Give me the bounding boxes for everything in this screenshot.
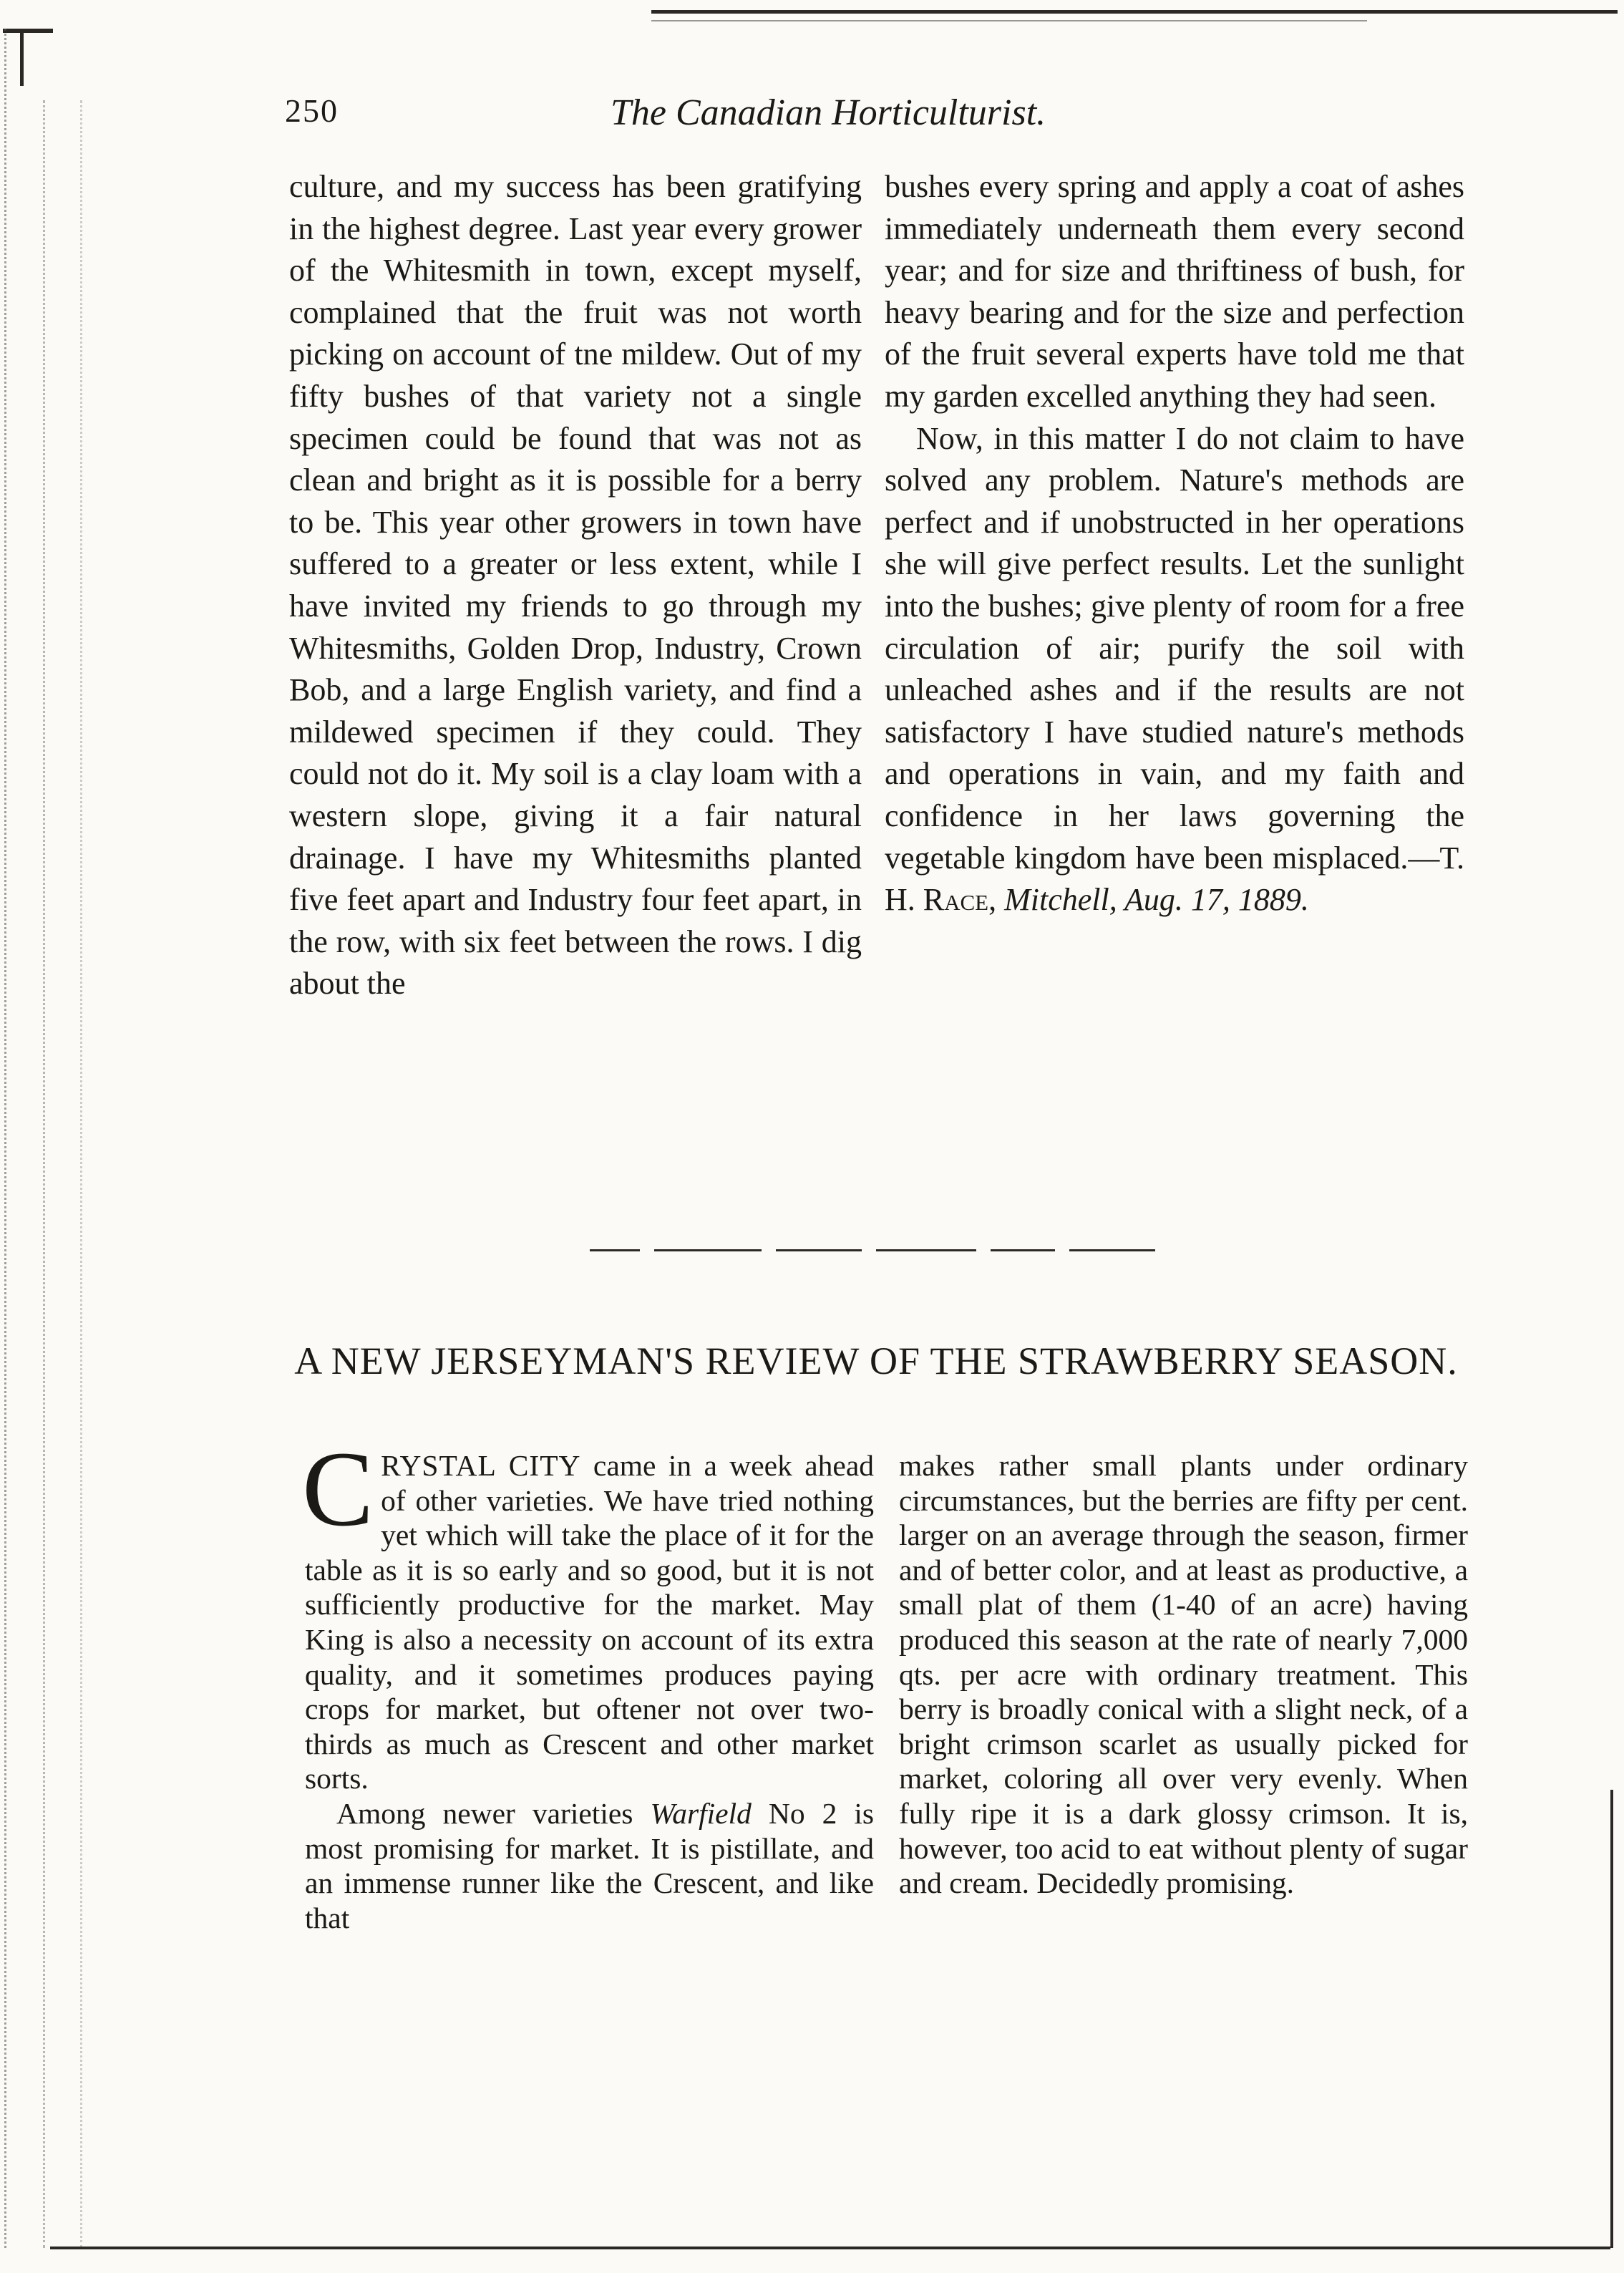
article-paragraph (302, 1430, 874, 1796)
article-paragraph-text: Among newer varieties (336, 1796, 651, 1830)
article-paragraph (305, 1796, 874, 1935)
article-paragraph-text: came in a week ahead of other varieties. We have tried nothing yet which will take the place of it for the table as it is so early and so good, but it is not sufficiently productive for the market. May King is also a necessity on account of its extra quality, and it sometimes produces paying crops for market, but oftener not over two-thirds as much as Crescent and other market sorts. (305, 1449, 874, 1795)
closing-paragraph-text: Now, in this matter I do not claim to have solved any problem. Nature's methods are perfect and if unobstructed in her operations she will give perfect results. Let the sunlight into the bushes; give plenty of room for a free circulation of air; purify the soil with unleached ashes and if the results are not satisfactory I have studied nature's methods and operations in vain, and my faith and confidence in her laws governing the vegetable kingdom have been misplaced.— (885, 420, 1464, 876)
closing-paragraph (885, 418, 1464, 921)
top-border-rule-thin (651, 20, 1367, 21)
scan-edge-artifact (4, 29, 9, 2248)
article-title: A NEW JERSEYMAN'S REVIEW OF THE STRAWBERRY SEASON. (294, 1339, 1458, 1382)
continued-article-left-column (289, 166, 862, 1005)
bottom-border-rule (50, 2247, 1610, 2249)
journal-title: The Canadian Horticulturist. (611, 92, 1046, 133)
article-paragraph-text: No 2 is most promising for market. It is pistillate, and an immense runner like the Crescent, and like that (305, 1796, 874, 1934)
variety-name: Warfield (650, 1796, 752, 1830)
article-right-column (899, 1448, 1468, 1901)
scan-edge-artifact (43, 100, 48, 2248)
lead-caps: RYSTAL CITY (381, 1449, 581, 1482)
article-left-column (302, 1430, 874, 1935)
drop-cap: C (302, 1430, 374, 1549)
section-divider (590, 1244, 1155, 1258)
continued-article-right-column (885, 166, 1464, 921)
continued-paragraph: culture, and my success has been gratifying in the highest degree. Last year every grower of the Whitesmith in town, except myself, complained that the fruit was not worth picking on account of tne mildew. Out of my fifty bushes of that variety not a single specimen could be found that was not as clean and bright as it is possible for a berry to be. This year other growers in town have suffered to a greater or less extent, while I have invited my friends to go through my Whitesmiths, Golden Drop, Industry, Crown Bob, and a large English variety, and find a mildewed specimen if they could. They could not do it. My soil is a clay loam with a western slope, giving it a fair natural drainage. I have my Whitesmiths planted five feet apart and Industry four feet apart, in the row, with six feet between the rows. I dig about the (289, 169, 862, 1002)
page-number: 250 (285, 92, 339, 129)
right-border-rule (1610, 1790, 1613, 2248)
scan-corner-mark-vertical (20, 29, 24, 86)
scan-edge-artifact (80, 100, 85, 2248)
continued-paragraph: bushes every spring and apply a coat of ashes immediately underneath them every second year; and for size and thriftiness of bush, for heavy bearing and for the size and perfection of the fruit several experts have told me that my garden excelled anything they had seen. (885, 169, 1464, 414)
article-paragraph: makes rather small plants under ordinary circumstances, but the berries are fifty per cent. larger on an average through the season, firmer and of better color, and at least as productive, a small plat of them (1-40 of an acre) having produced this season at the rate of nearly 7,000 qts. per acre with ordinary treatment. This berry is broadly conical with a slight neck, of a bright crimson scarlet as usually picked for market, coloring all over very evenly. When fully ripe it is a dark glossy crimson. It is, however, too acid to eat without plenty of sugar and cream. Decidedly promising. (899, 1449, 1468, 1900)
signature-place-date: Mitchell, Aug. 17, 1889. (1004, 882, 1309, 918)
scan-corner-mark (3, 29, 53, 33)
top-border-rule (651, 10, 1618, 14)
author-signature: T. H. Race, (885, 840, 1464, 918)
running-head (285, 92, 1459, 149)
